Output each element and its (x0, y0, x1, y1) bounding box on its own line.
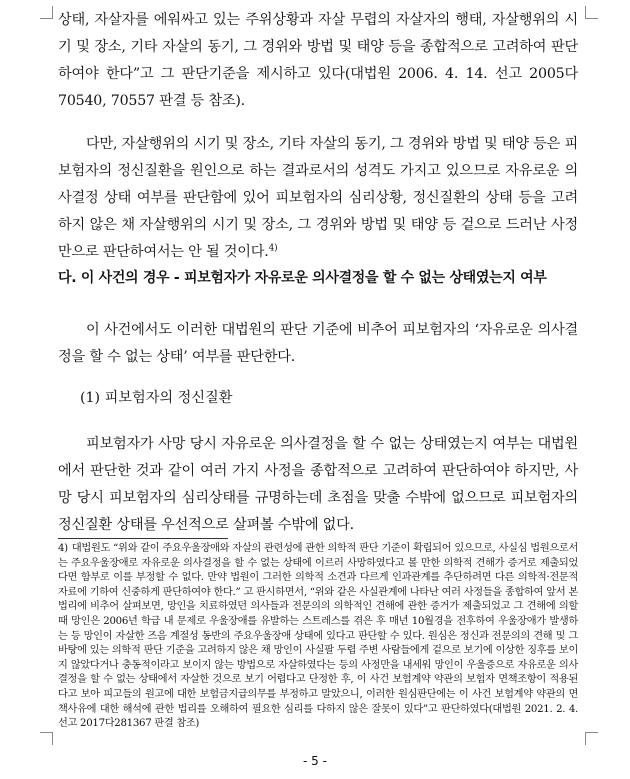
footnote-number: 4) (58, 543, 68, 554)
footnote-text: 대법원도 “위와 같이 주요우울장애와 자살의 관련성에 관한 의학적 판단 기준이 확립되어 있으므로, 사실심 법원으로서는 주요우울장애로 자유로운 의사결정을 할 수 없는 상태에 이르러 사망하였다고 볼 만한 의학적 견해가 증거로 제출되었다면 함부로 이를 부정할 수 없다. 만약 법원이 그러한 의학적 소견과 다르게 인과관계를 추단하려면 다른 의학적·전문적 자료에 기하여 신중하게 판단하여야 한다.” 고 판시하면서, “위와 같은 사실관계에 나타난 여러 사정들을 종합하여 앞서 본 법리에 비추어 살펴보면, 망인을 치료하였던 의사들과 전문의의 의학적인 견해에 관한 증거가 제출되었고 그 견해에 의할 때 망인은 2006년 학급 내 문제로 우울장애를 유발하는 스트레스를 겪은 후 매년 10월경을 전후하여 우울장애가 발생하는 등 망인이 자살한 즈음 계절성 동반의 주요우울장애 상태에 있다고 판단할 수 있다. 원심은 정신과 전문의의 견해 및 그 바탕에 있는 의학적 판단 기준을 고려하지 않은 채 망인이 사실팔 두렵 주변 사람들에게 겉으로 보기에 이상한 징후를 보이지 않았다거나 충동적이라고 보이지 않는 방법으로 자살하였다는 등의 사정만을 내세워 망인이 우울증으로 자유로운 의사결정을 할 수 없는 상태에서 자살한 것으로 보기 어렵다고 단정한 후, 이 사건 보험계약 약관의 보험자 면책조항이 적용된다고 보아 피고들의 원고에 대한 보험금지급의무를 부정하고 말았으니, 이러한 원심판단에는 이 사건 보험계약 약관의 면책사유에 대한 해석에 관한 법리를 오해하여 필요한 심리를 다하지 않은 잘못이 있다”고 판단하였다(대법원 2021. 2. 4. 선고 2017다281367 판결 참조) (58, 543, 578, 730)
crop-mark-bottom-left (40, 732, 53, 745)
crop-mark-top-left (40, 6, 53, 19)
paragraph-continued: 상태, 자살자를 에워싸고 있는 주위상황과 자살 무렵의 자살자의 행태, 자살행위의 시기 및 장소, 기타 자살의 동기, 그 경위와 방법 및 태양 등을 종합적으로 고려하여 판단하여야 한다”고 그 판단기준을 제시하고 있다(대법원 2006. 4. 14. 선고 2005다70540, 70557 판결 등 참조). (58, 12, 578, 109)
page-number: - 5 - (303, 754, 327, 768)
paragraph-proviso (58, 131, 578, 266)
paragraph-proviso-text: 다만, 자살행위의 시기 및 장소, 기타 자살의 동기, 그 경위와 방법 및 태양 등은 피보험자의 정신질환을 원인으로 하는 결과로서의 성격도 가지고 있으므로 자유로운 의사결정 상태 여부를 판단함에 있어 피보험자의 심리상황, 정신질환의 상태 등을 고려하지 않은 채 자살행위의 시기 및 장소, 그 경위와 방법 및 태양 등 겉으로 드러난 사정만으로 판단하여서는 안 될 것이다. (58, 136, 578, 260)
footnote-reference[interactable]: 4) (268, 243, 278, 254)
footnote-separator (58, 538, 228, 539)
crop-mark-top-right (585, 6, 598, 19)
crop-mark-bottom-right (585, 732, 598, 745)
footnote (58, 542, 578, 732)
section-heading: 다. 이 사건의 경우 - 피보험자가 자유로운 의사결정을 할 수 없는 상태였는지 여부 (58, 270, 547, 286)
paragraph-intro: 이 사건에서도 이러한 대법원의 판단 기준에 비추어 피보험자의 ‘자유로운 의사결정을 할 수 없는 상태’ 여부를 판단한다. (58, 322, 578, 365)
paragraph-mental-illness: 피보험자가 사망 당시 자유로운 의사결정을 할 수 없는 상태였는지 여부는 대법원에서 판단한 것과 같이 여러 가지 사정을 종합적으로 고려하여 판단하여야 하지만, 사망 당시 피보험자의 심리상태를 규명하는데 초점을 맞출 수밖에 없으므로 피보험자의 정신질환 상태를 우선적으로 살펴볼 수밖에 없다. (58, 436, 578, 533)
subsection-heading: (1) 피보험자의 정신질환 (80, 390, 233, 406)
